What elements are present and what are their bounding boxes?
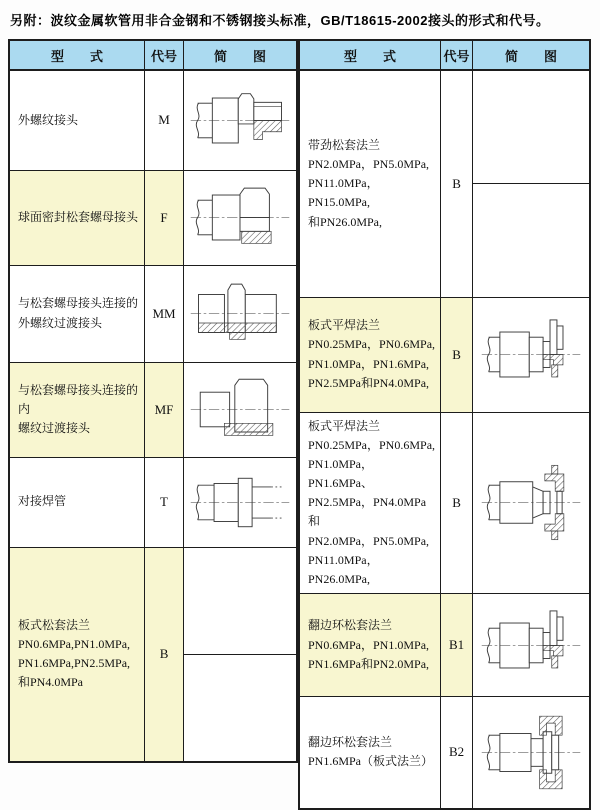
hex-female-diagram-drawing bbox=[188, 368, 292, 451]
diagram-cell bbox=[184, 457, 297, 547]
type-name-cell bbox=[9, 547, 144, 762]
hex-male-diagram-drawing bbox=[188, 79, 292, 162]
type-name-line: PN0.25MPa，PN0.6MPa, bbox=[308, 437, 436, 452]
diagram-cell bbox=[473, 412, 590, 594]
table-row bbox=[9, 170, 297, 265]
code-cell: MM bbox=[144, 265, 183, 362]
type-name-line: PN0.6MPa，PN1.0MPa, bbox=[308, 637, 430, 652]
type-name-line: PN11.0MPa，PN15.0MPa, bbox=[308, 176, 379, 210]
type-name-cell bbox=[9, 265, 144, 362]
type-name-line: 带劲松套法兰 bbox=[308, 137, 381, 152]
fitting-diagram bbox=[184, 176, 296, 259]
type-name-line: 外螺纹过渡接头 bbox=[18, 315, 103, 330]
diagram-cell bbox=[184, 70, 297, 170]
type-name-line: 翻边环松套法兰 bbox=[308, 735, 393, 750]
header-type: 型 式 bbox=[9, 40, 144, 70]
flange-up-diagram-drawing bbox=[479, 604, 583, 687]
type-name-line: 板式松套法兰 bbox=[18, 617, 91, 632]
type-name-cell bbox=[299, 594, 440, 697]
table-row bbox=[299, 594, 590, 697]
header-row bbox=[299, 40, 590, 70]
type-name-cell bbox=[9, 70, 144, 170]
nipple-diagram-drawing bbox=[188, 272, 292, 355]
type-name-line: PN2.0MPa，PN5.0MPa, bbox=[308, 156, 430, 171]
type-name-line: 板式平焊法兰 bbox=[308, 418, 381, 433]
table-row bbox=[9, 362, 297, 457]
diagram-cell bbox=[473, 70, 590, 297]
type-name-line: PN0.6MPa,PN1.0MPa, bbox=[18, 637, 131, 652]
code-cell: B1 bbox=[440, 594, 472, 697]
type-name-line: PN2.0MPa，PN5.0MPa, bbox=[308, 533, 430, 548]
code-cell: M bbox=[144, 70, 183, 170]
header-type: 型 式 bbox=[299, 40, 440, 70]
fitting-table-right bbox=[298, 39, 591, 810]
flange-down-diagram-drawing bbox=[479, 461, 583, 544]
type-name-line: 和PN4.0MPa bbox=[18, 675, 84, 690]
header-diagram: 简 图 bbox=[473, 40, 590, 70]
table-row bbox=[9, 547, 297, 762]
table-row bbox=[299, 412, 590, 594]
type-name-line: 与松套螺母接头连接的内 bbox=[18, 382, 139, 416]
diagram-cell bbox=[184, 265, 297, 362]
type-name-line: 板式平焊法兰 bbox=[308, 318, 381, 333]
type-name-line: 与松套螺母接头连接的 bbox=[18, 296, 139, 311]
type-name-cell bbox=[299, 412, 440, 594]
type-name-line: PN1.6MPa和PN2.0MPa, bbox=[308, 656, 430, 671]
fitting-diagram bbox=[184, 461, 296, 544]
table-row bbox=[299, 697, 590, 809]
flange-down-diagram-drawing bbox=[479, 183, 583, 184]
header-row bbox=[9, 40, 297, 70]
flange-b2-diagram-drawing bbox=[479, 711, 583, 794]
type-name-cell bbox=[9, 170, 144, 265]
type-name-cell bbox=[9, 362, 144, 457]
fitting-table-left bbox=[8, 39, 298, 763]
type-name-line: PN1.0MPa，PN1.6MPa, bbox=[308, 356, 430, 371]
type-name-cell bbox=[299, 697, 440, 809]
code-cell: B bbox=[440, 412, 472, 594]
hex-nut-diagram-drawing bbox=[188, 176, 292, 259]
fitting-diagram bbox=[184, 272, 296, 355]
table-row bbox=[9, 265, 297, 362]
table-row bbox=[9, 70, 297, 170]
code-cell: B bbox=[440, 70, 472, 297]
table-row bbox=[9, 457, 297, 547]
diagram-cell bbox=[184, 170, 297, 265]
type-name-cell bbox=[299, 297, 440, 412]
diagram-cell bbox=[184, 547, 297, 762]
type-name-line: 对接焊管 bbox=[18, 494, 67, 509]
header-code: 代号 bbox=[144, 40, 183, 70]
type-name-line: PN0.25MPa，PN0.6MPa, bbox=[308, 337, 436, 352]
diagram-cell bbox=[473, 697, 590, 809]
code-cell: B2 bbox=[440, 697, 472, 809]
type-name-line: PN2.5MPa，PN4.0MPa和 bbox=[308, 495, 427, 529]
header-code: 代号 bbox=[440, 40, 472, 70]
fitting-diagram bbox=[473, 313, 589, 396]
fitting-diagram bbox=[184, 368, 296, 451]
header-diagram: 简 图 bbox=[184, 40, 297, 70]
fitting-diagram bbox=[473, 461, 589, 544]
butt-weld-diagram-drawing bbox=[188, 461, 292, 544]
fitting-diagram bbox=[184, 654, 296, 655]
type-name-cell bbox=[9, 457, 144, 547]
diagram-stack bbox=[473, 183, 589, 184]
fitting-diagram bbox=[184, 79, 296, 162]
type-name-line: PN1.6MPa（板式法兰） bbox=[308, 754, 434, 769]
code-cell: T bbox=[144, 457, 183, 547]
page-title: 另附：波纹金属软管用非合金钢和不锈钢接头标准，GB/T18615-2002接头的形式和代号。 bbox=[10, 13, 550, 28]
code-cell: B bbox=[144, 547, 183, 762]
type-name-line: 翻边环松套法兰 bbox=[308, 618, 393, 633]
fitting-diagram bbox=[473, 183, 589, 184]
type-name-line: PN1.0MPa，PN1.6MPa、 bbox=[308, 456, 374, 491]
diagram-stack bbox=[184, 654, 296, 655]
code-cell: B bbox=[440, 297, 472, 412]
type-name-line: PN2.5MPa和PN4.0MPa, bbox=[308, 375, 430, 390]
type-name-cell bbox=[299, 70, 440, 297]
diagram-cell bbox=[473, 297, 590, 412]
flange-down-diagram-drawing bbox=[188, 654, 292, 655]
type-name-line: 螺纹过渡接头 bbox=[18, 421, 91, 436]
type-name-line: PN1.6MPa,PN2.5MPa, bbox=[18, 656, 131, 671]
code-cell: MF bbox=[144, 362, 183, 457]
code-cell: F bbox=[144, 170, 183, 265]
type-name-line: 和PN26.0MPa, bbox=[308, 214, 383, 229]
type-name-line: 球面密封松套螺母接头 bbox=[18, 209, 139, 224]
fitting-diagram bbox=[473, 604, 589, 687]
fitting-tables bbox=[8, 39, 593, 810]
table-row bbox=[299, 297, 590, 412]
fitting-diagram bbox=[473, 711, 589, 794]
diagram-cell bbox=[184, 362, 297, 457]
type-name-line: 外螺纹接头 bbox=[18, 112, 79, 127]
diagram-cell bbox=[473, 594, 590, 697]
type-name-line: PN11.0MPa，PN26.0MPa, bbox=[308, 552, 379, 586]
table-row bbox=[299, 70, 590, 297]
flange-up-diagram-drawing bbox=[479, 313, 583, 396]
